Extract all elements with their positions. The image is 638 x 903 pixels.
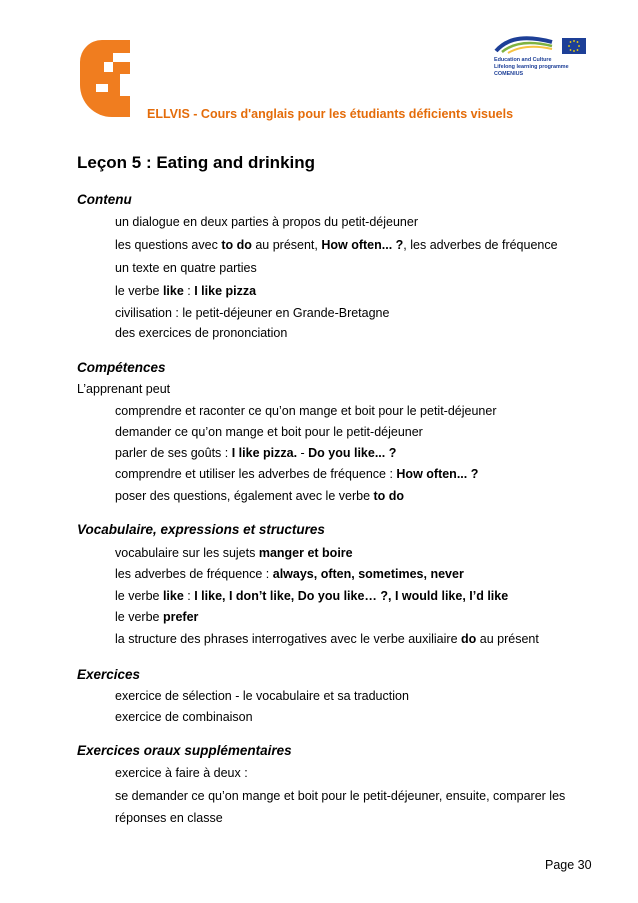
bold-text: I like pizza: [194, 284, 257, 298]
list-item: [95, 710, 253, 724]
text: :: [183, 589, 195, 603]
list-item: [95, 261, 257, 275]
list-item: [95, 306, 389, 320]
text: la structure des phrases interrogatives avec le verbe auxiliaire: [115, 632, 462, 646]
list-item: [95, 284, 256, 298]
bold-text: manger et boire: [258, 546, 353, 560]
text: comprendre et raconter ce qu’on mange et boit pour le petit-déjeuner: [115, 404, 497, 418]
text: , les adverbes de fréquence: [403, 238, 558, 252]
bold-text: I like, I don’t like, Do you like… ?, I would like, I’d like: [194, 589, 509, 603]
competences-intro: L’apprenant peut: [77, 382, 171, 396]
text: comprendre et utiliser les adverbes de fréquence :: [115, 467, 397, 481]
list-item: [95, 489, 404, 503]
eu-line: COMENIUS: [494, 71, 524, 77]
bold-text: prefer: [162, 610, 199, 624]
list-item: [95, 766, 248, 780]
list-item: [95, 689, 409, 703]
bold-text: always, often, sometimes, never: [272, 567, 464, 581]
text: un dialogue en deux parties à propos du petit-déjeuner: [115, 215, 418, 229]
text: exercice à faire à deux :: [115, 766, 248, 780]
eu-programme-text: [494, 57, 569, 78]
section-heading-contenu: Contenu: [77, 192, 132, 207]
list-item: [95, 610, 198, 624]
list-item: [95, 589, 508, 603]
list-item: [95, 326, 287, 340]
list-item: [95, 546, 353, 560]
list-item: [95, 238, 558, 252]
text: un texte en quatre parties: [115, 261, 257, 275]
eu-line: Education and Culture: [494, 57, 552, 63]
text: le verbe: [115, 589, 163, 603]
bold-text: like: [162, 284, 184, 298]
text: vocabulaire sur les sujets: [115, 546, 259, 560]
text: au présent: [476, 632, 539, 646]
bold-text: to do: [221, 238, 252, 252]
eu-flag-icon: [562, 38, 586, 54]
section-heading-vocabulaire: Vocabulaire, expressions et structures: [77, 522, 325, 537]
bold-text: I like pizza.: [231, 446, 298, 460]
bold-text: do: [461, 632, 477, 646]
text: le verbe: [115, 284, 163, 298]
eu-programme-logo: [494, 34, 590, 82]
list-item: [95, 467, 478, 481]
text: exercice de sélection - le vocabulaire et sa traduction: [115, 689, 409, 703]
text: des exercices de prononciation: [115, 326, 288, 340]
list-item: [95, 632, 539, 646]
text: parler de ses goûts :: [115, 446, 232, 460]
text: demander ce qu’on mange et boit pour le petit-déjeuner: [115, 425, 423, 439]
text: au présent,: [251, 238, 322, 252]
section-heading-competences: Compétences: [77, 360, 166, 375]
ellvis-logo: [80, 40, 130, 117]
list-item-continuation: réponses en classe: [115, 811, 223, 825]
section-heading-exercices: Exercices: [77, 667, 141, 682]
text: civilisation : le petit-déjeuner en Grande-Bretagne: [115, 306, 390, 320]
bold-text: Do you like... ?: [308, 446, 397, 460]
list-item: [95, 404, 496, 418]
list-item: [95, 215, 418, 229]
bold-text: How often... ?: [396, 467, 479, 481]
text: poser des questions, également avec le verbe: [115, 489, 374, 503]
text: le verbe: [115, 610, 163, 624]
eu-line: Lifelong learning programme: [494, 64, 569, 70]
page-number: Page 30: [545, 858, 592, 872]
eu-wave-icon: [494, 34, 554, 54]
bold-text: to do: [373, 489, 405, 503]
bold-text: like: [162, 589, 184, 603]
text: -: [297, 446, 309, 460]
list-item: [95, 446, 396, 460]
text: les adverbes de fréquence :: [115, 567, 273, 581]
text: :: [183, 284, 195, 298]
lesson-title: Leçon 5 : Eating and drinking: [77, 153, 316, 172]
list-item: [95, 425, 423, 439]
list-item-continuation: se demander ce qu’on mange et boit pour le petit-déjeuner, ensuite, comparer les: [115, 789, 566, 803]
text: exercice de combinaison: [115, 710, 253, 724]
list-item: [95, 567, 464, 581]
course-header: ELLVIS - Cours d'anglais pour les étudiants déficients visuels: [147, 107, 514, 121]
text: les questions avec: [115, 238, 222, 252]
section-heading-oraux: Exercices oraux supplémentaires: [77, 743, 292, 758]
bold-text: How often... ?: [321, 238, 404, 252]
